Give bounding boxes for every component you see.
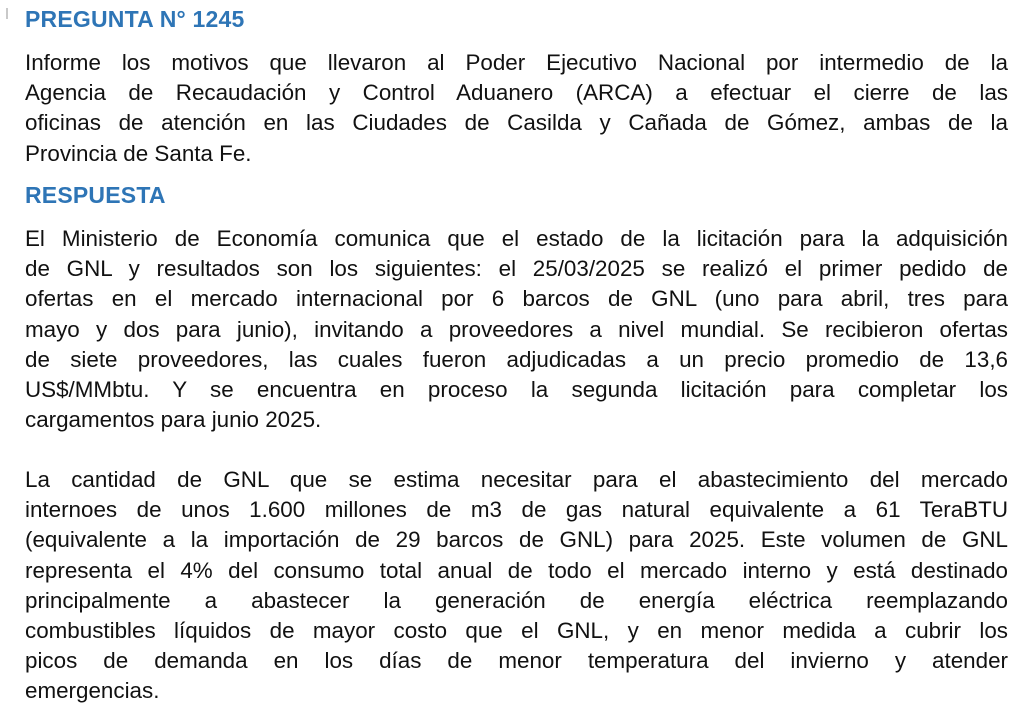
- answer-line: cargamentos para junio 2025.: [25, 407, 322, 433]
- answer-line: mayo y dos para junio), invitando a proveedores a nivel mundial. Se recibieron ofertas: [25, 316, 1008, 342]
- question-line: Provincia de Santa Fe.: [25, 140, 252, 166]
- question-line: oficinas de atención en las Ciudades de Casilda y Cañada de Gómez, ambas de la: [25, 110, 1008, 136]
- answer-line: de siete proveedores, las cuales fueron adjudicadas a un precio promedio de 13,6: [25, 346, 1008, 372]
- answer-line: emergencias.: [25, 678, 160, 704]
- answer-line: (equivalente a la importación de 29 barcos de GNL) para 2025. Este volumen de GNL: [25, 527, 1008, 553]
- question-text: [25, 48, 1008, 169]
- answer-paragraph-2: [25, 465, 1008, 707]
- question-line: Informe los motivos que llevaron al Poder Ejecutivo Nacional por intermedio de la: [25, 50, 1008, 75]
- answer-line: internoes de unos 1.600 millones de m3 de gas natural equivalente a 61 TeraBTU: [25, 497, 1008, 523]
- question-heading: PREGUNTA N° 1245: [25, 6, 245, 32]
- answer-line: de GNL y resultados son los siguientes: el 25/03/2025 se realizó el primer pedido de: [25, 256, 1008, 282]
- answer-line: El Ministerio de Economía comunica que el estado de la licitación para la adquisición: [25, 226, 1008, 251]
- answer-line: combustibles líquidos de mayor costo que el GNL, y en menor medida a cubrir los: [25, 618, 1008, 644]
- answer-line: representa el 4% del consumo total anual de todo el mercado interno y está destinado: [25, 557, 1008, 583]
- margin-mark: [6, 8, 8, 19]
- answer-line: ofertas en el mercado internacional por 6 barcos de GNL (uno para abril, tres para: [25, 286, 1008, 312]
- answer-line: picos de demanda en los días de menor temperatura del invierno y atender: [25, 648, 1008, 674]
- answer-line: La cantidad de GNL que se estima necesitar para el abastecimiento del mercado: [25, 467, 1008, 492]
- answer-line: US$/MMbtu. Y se encuentra en proceso la segunda licitación para completar los: [25, 377, 1008, 403]
- question-line: Agencia de Recaudación y Control Aduanero (ARCA) a efectuar el cierre de las: [25, 80, 1008, 106]
- answer-line: principalmente a abastecer la generación de energía eléctrica reemplazando: [25, 587, 1008, 613]
- answer-heading: RESPUESTA: [25, 182, 166, 208]
- answer-paragraph-1: [25, 224, 1008, 435]
